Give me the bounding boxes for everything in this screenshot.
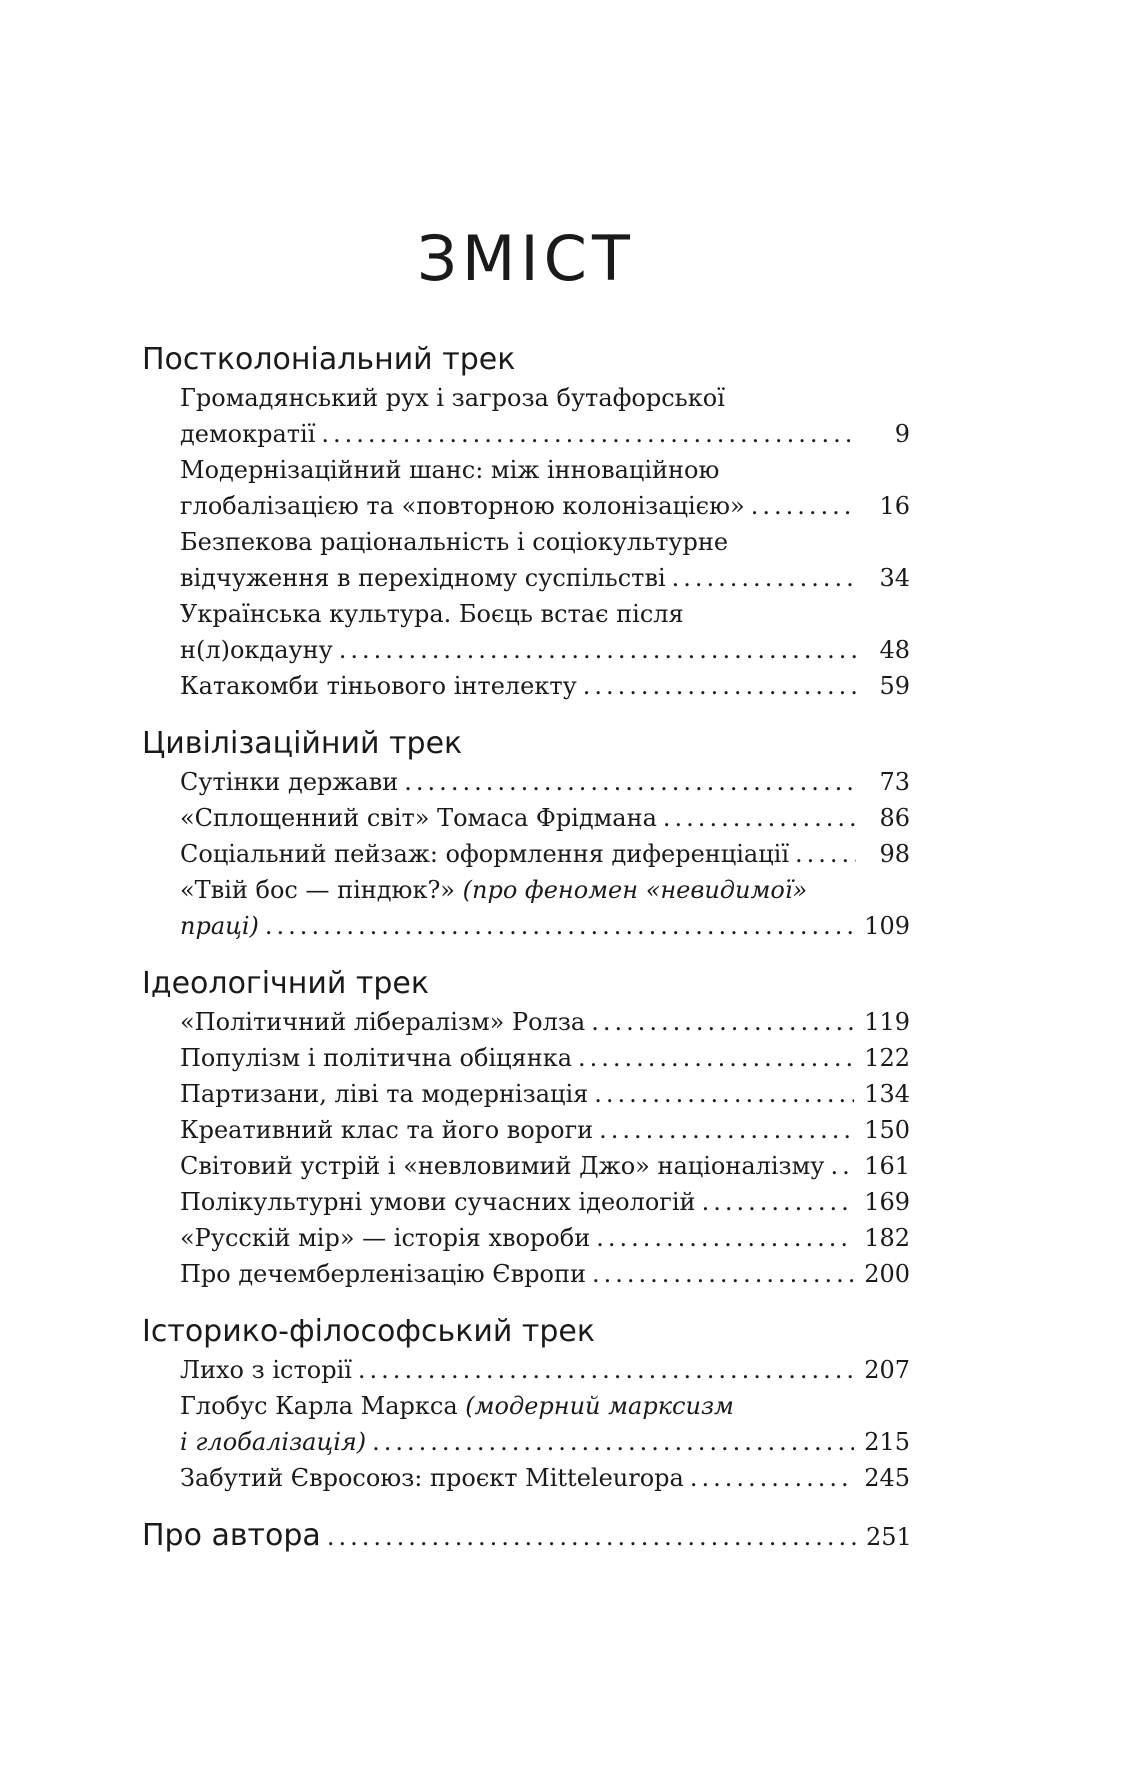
page-number: 251 [866,1523,912,1551]
section-heading: Ідеологічний трек [142,966,429,1001]
dot-leader [795,836,856,872]
toc-entry[interactable] [142,1352,910,1388]
entry-title-line2: демократії [180,420,316,448]
page-number: 119 [864,1008,910,1036]
toc-entry[interactable] [142,800,910,836]
toc-entry[interactable] [142,872,910,944]
dot-leader [321,416,856,452]
entry-subtitle: (про феномен «невидимої» [462,876,808,904]
toc-entry[interactable] [142,1040,910,1076]
toc-entry[interactable] [142,764,910,800]
entry-title: Про дечемберленізацію Європи [180,1260,586,1288]
toc-entry[interactable] [142,836,910,872]
page-number: 245 [864,1464,910,1492]
entry-title-line2: н(л)окдауну [180,636,333,664]
page-number: 150 [864,1116,910,1144]
entry-title-line1: Глобус Карла Маркса [180,1392,458,1420]
dot-leader [578,1040,854,1076]
toc-entry-about-author[interactable] [142,1516,910,1557]
entry-title-line2: праці) [180,912,259,940]
dot-leader [592,1256,854,1292]
toc-entry[interactable] [142,1076,910,1112]
toc-entry[interactable] [142,1220,910,1256]
entry-title: Забутий Євросоюз: проєкт Mitteleuropa [180,1464,684,1492]
section-heading: Історико-філософський трек [142,1314,595,1349]
entry-title: Соціальний пейзаж: оформлення диференціації [180,840,789,868]
entry-title: Партизани, ліві та модернізація [180,1080,589,1108]
entry-title: Світовий устрій і «невловимий Джо» націоналізму [180,1152,825,1180]
dot-leader [404,764,856,800]
page-number: 9 [894,420,910,448]
page-number: 161 [864,1152,910,1180]
dot-leader [594,1076,854,1112]
page-number: 59 [879,672,910,700]
dot-leader [830,1148,854,1184]
entry-title-line1: Модернізаційний шанс: між інноваційною [180,456,720,484]
toc-entry[interactable] [142,452,910,524]
page-number: 200 [864,1260,910,1288]
dot-leader [672,560,856,596]
toc-entry[interactable] [142,1004,910,1040]
dot-leader [751,488,856,524]
toc-entry[interactable] [142,1184,910,1220]
section-postcolonial [142,340,910,704]
page-number: 48 [879,636,910,664]
page-number: 86 [879,804,910,832]
section-historical-philosophical [142,1312,910,1496]
page-number: 34 [879,564,910,592]
page-number: 109 [864,912,910,940]
section-civilizational [142,724,910,944]
dot-leader [690,1460,854,1496]
section-ideological [142,964,910,1292]
section-heading: Постколоніальний трек [142,342,516,377]
page-number: 215 [864,1428,910,1456]
toc-entry[interactable] [142,524,910,596]
toc-entry[interactable] [142,1112,910,1148]
page-number: 16 [879,492,910,520]
toc-entry[interactable] [142,1148,910,1184]
dot-leader [358,1352,854,1388]
about-author-label: Про автора [142,1518,321,1553]
page-number: 182 [864,1224,910,1252]
dot-leader [596,1220,854,1256]
entry-title-line1: Українська культура. Боєць встає після [180,600,684,628]
page-title: ЗМІСТ [417,222,635,295]
dot-leader [327,1517,856,1557]
page-number: 73 [879,768,910,796]
page-number: 98 [879,840,910,868]
dot-leader [265,908,854,944]
toc-entry[interactable] [142,596,910,668]
section-heading: Цивілізаційний трек [142,726,463,761]
page-number: 134 [864,1080,910,1108]
entry-title-line2: відчуження в перехідному суспільстві [180,564,666,592]
toc-entry[interactable] [142,1388,910,1460]
dot-leader [599,1112,854,1148]
entry-subtitle: (модерний марксизм [465,1392,734,1420]
dot-leader [591,1004,854,1040]
entry-title: Полікультурні умови сучасних ідеологій [180,1188,696,1216]
entry-title: Катакомби тіньового інтелекту [180,672,577,700]
entry-title: «Політичний лібералізм» Ролза [180,1008,586,1036]
entry-title-line2: глобалізацією та «повторною колонізацією» [180,492,745,520]
entry-title: «Сплощенний світ» Томаса Фрідмана [180,804,657,832]
entry-title: Популізм і політична обіцянка [180,1044,573,1072]
entry-title-line1: «Твій бос — піндюк?» [180,876,455,904]
page-number: 207 [864,1356,910,1384]
entry-title: Сутінки держави [180,768,399,796]
dot-leader [702,1184,855,1220]
entry-title: Креативний клас та його вороги [180,1116,594,1144]
toc-entry[interactable] [142,1460,910,1496]
page-number: 169 [864,1188,910,1216]
toc-entry[interactable] [142,1256,910,1292]
toc-entry[interactable] [142,668,910,704]
entry-title-line1: Безпекова раціональність і соціокультурне [180,528,729,556]
entry-title: Лихо з історії [180,1356,352,1384]
table-of-contents [142,340,910,1557]
entry-title-line2: і глобалізація) [180,1428,367,1456]
toc-entry[interactable] [142,380,910,452]
dot-leader [583,668,856,704]
dot-leader [339,632,856,668]
entry-title-line1: Громадянський рух і загроза бутафорської [180,384,725,412]
dot-leader [663,800,856,836]
page-number: 122 [864,1044,910,1072]
entry-title: «Русскій мір» — історія хвороби [180,1224,591,1252]
dot-leader [372,1424,854,1460]
